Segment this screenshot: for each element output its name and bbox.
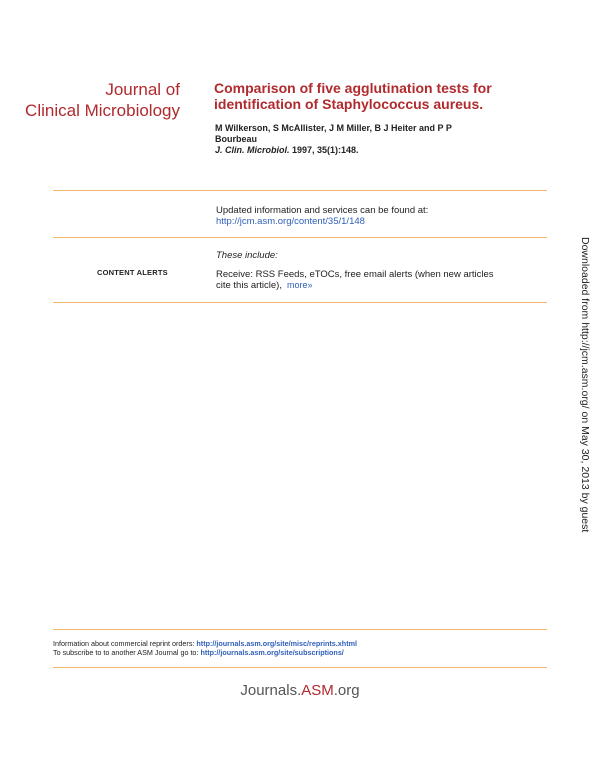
receive-line1: Receive: RSS Feeds, eTOCs, free email alerts (when new articles — [216, 269, 494, 280]
logo-prefix: Journals. — [240, 682, 302, 699]
article-title-line1: Comparison of five agglutination tests for — [214, 80, 492, 96]
divider — [53, 190, 547, 191]
citation-details: 1997, 35(1):148. — [289, 145, 359, 155]
divider — [53, 237, 547, 238]
reprints-row — [53, 639, 357, 648]
footer-info — [53, 639, 357, 657]
subscribe-text: To subscribe to to another ASM Journal go to: — [53, 648, 201, 657]
content-alerts-label: CONTENT ALERTS — [97, 268, 168, 277]
logo-brand: ASM — [301, 682, 334, 699]
content-alerts-text — [216, 269, 541, 291]
download-side-note: Downloaded from http://jcm.asm.org/ on May 30, 2013 by guest — [579, 237, 591, 533]
subscribe-row — [53, 648, 357, 657]
citation-journal: J. Clin. Microbiol. — [215, 145, 290, 155]
article-title-line2: identification of Staphylococcus aureus. — [214, 96, 484, 112]
these-include-heading: These include: — [216, 250, 278, 261]
logo-suffix: .org — [333, 682, 360, 699]
divider — [53, 302, 547, 303]
divider — [53, 629, 547, 630]
reprints-link[interactable]: http://journals.asm.org/site/misc/reprints.xhtml — [196, 639, 357, 648]
updated-text: Updated information and services can be found at: — [216, 205, 429, 216]
updated-info — [216, 205, 428, 227]
receive-line2: cite this article), — [216, 280, 282, 291]
reprints-text: Information about commercial reprint orders: — [53, 639, 197, 648]
divider — [53, 667, 547, 668]
journal-name-line1: Journal of — [105, 80, 180, 99]
journal-name-line2: Clinical Microbiology — [25, 101, 180, 120]
subscribe-link[interactable]: http://journals.asm.org/site/subscriptions/ — [200, 648, 344, 657]
article-authors — [215, 123, 515, 145]
article-title — [214, 80, 544, 112]
journal-logo — [10, 79, 180, 121]
journals-asm-logo[interactable] — [0, 682, 600, 700]
more-link[interactable]: more» — [287, 280, 313, 290]
authors-line2: Bourbeau — [215, 134, 258, 144]
article-url-link[interactable]: http://jcm.asm.org/content/35/1/148 — [216, 216, 365, 227]
authors-line1: M Wilkerson, S McAllister, J M Miller, B J Heiter and P P — [215, 123, 452, 133]
article-citation — [215, 145, 359, 156]
